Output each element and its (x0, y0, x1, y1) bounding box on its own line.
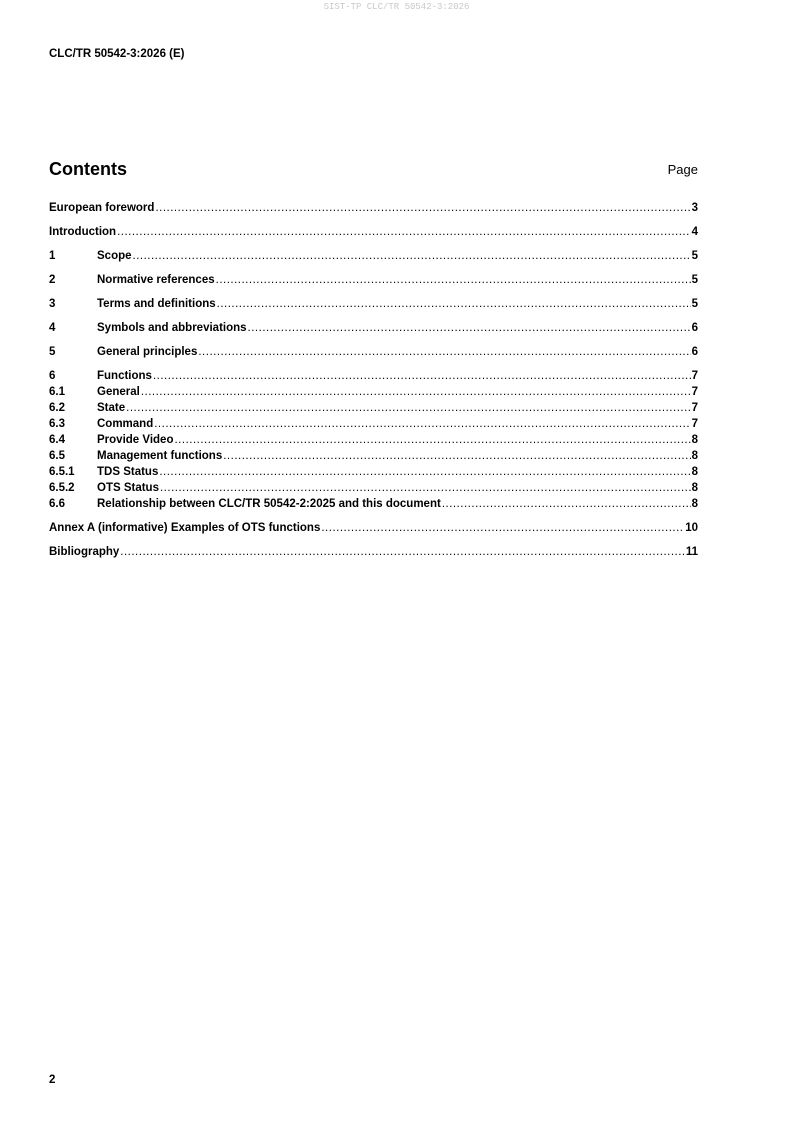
toc-dot-leader (198, 345, 690, 360)
toc-dot-leader (126, 401, 690, 416)
toc-entry-page: 8 (691, 482, 698, 494)
toc-entry-page: 8 (691, 498, 698, 510)
toc-entry-number: 6.5.1 (49, 466, 75, 478)
toc-entry-page: 11 (685, 546, 698, 558)
toc-dot-leader (321, 521, 684, 536)
toc-dot-leader (154, 417, 690, 432)
toc-entry[interactable] (49, 417, 698, 432)
toc-entry[interactable] (49, 345, 698, 360)
toc-entry[interactable] (49, 497, 698, 512)
toc-entry[interactable] (49, 249, 698, 264)
toc-entry-page: 7 (691, 418, 698, 430)
toc-entry[interactable] (49, 225, 698, 240)
page-number: 2 (49, 1074, 56, 1086)
toc-dot-leader (153, 369, 691, 384)
toc-entry-page: 8 (691, 466, 698, 478)
toc-entry-page: 8 (691, 434, 698, 446)
toc-entry-title[interactable]: Relationship between CLC/TR 50542-2:2025 and this document (97, 498, 441, 510)
toc-entry-number: 6.4 (49, 434, 65, 446)
toc-entry-number: 4 (49, 322, 56, 334)
toc-dot-leader (159, 465, 690, 480)
toc-dot-leader (133, 249, 691, 264)
toc-entry-title[interactable]: TDS Status (97, 466, 159, 478)
toc-entry[interactable] (49, 433, 698, 448)
toc-entry-title[interactable]: Annex A (informative) Examples of OTS functions (49, 522, 321, 534)
toc-dot-leader (141, 385, 691, 400)
toc-entry-number: 6 (49, 370, 56, 382)
toc-entry-title[interactable]: Management functions (97, 450, 223, 462)
toc-entry-page: 7 (691, 370, 698, 382)
toc-entry[interactable] (49, 521, 698, 536)
toc-entry-page: 6 (691, 322, 698, 334)
toc-dot-leader (120, 545, 685, 560)
toc-entry-title[interactable]: Terms and definitions (97, 298, 216, 310)
toc-dot-leader (223, 449, 690, 464)
toc-entry-number: 3 (49, 298, 56, 310)
document-id: CLC/TR 50542-3:2026 (E) (49, 48, 185, 60)
toc-entry-title[interactable]: General (97, 386, 140, 398)
toc-entry[interactable] (49, 273, 698, 288)
toc-entry[interactable] (49, 321, 698, 336)
toc-entry-number: 6.3 (49, 418, 65, 430)
toc-dot-leader (174, 433, 690, 448)
toc-entry-title[interactable]: Command (97, 418, 154, 430)
contents-header (49, 159, 698, 181)
toc-entry-title[interactable]: Normative references (97, 274, 215, 286)
toc-entry-title[interactable]: General principles (97, 346, 198, 358)
toc-entry-page: 7 (691, 402, 698, 414)
toc-entry[interactable] (49, 401, 698, 416)
toc-entry-page: 10 (685, 522, 698, 534)
toc-entry[interactable] (49, 465, 698, 480)
toc-entry-title[interactable]: Provide Video (97, 434, 174, 446)
toc-entry-title[interactable]: Bibliography (49, 546, 120, 558)
toc-dot-leader (155, 201, 690, 216)
toc-entry-page: 3 (691, 202, 698, 214)
toc-entry-title[interactable]: Symbols and abbreviations (97, 322, 247, 334)
toc-entry-number: 1 (49, 250, 56, 262)
toc-entry-title[interactable]: European foreword (49, 202, 155, 214)
toc-entry-page: 8 (691, 450, 698, 462)
toc-entry-title[interactable]: Scope (97, 250, 132, 262)
toc-dot-leader (216, 273, 691, 288)
toc-entry-title[interactable]: State (97, 402, 126, 414)
toc-entry-title[interactable]: Introduction (49, 226, 117, 238)
toc-entry[interactable] (49, 297, 698, 312)
toc-entry-title[interactable]: OTS Status (97, 482, 159, 494)
toc-dot-leader (160, 481, 691, 496)
toc-entry-page: 6 (691, 346, 698, 358)
toc-dot-leader (117, 225, 691, 240)
toc-entry-number: 6.5 (49, 450, 65, 462)
toc-entry[interactable] (49, 369, 698, 384)
toc-dot-leader (442, 497, 691, 512)
toc-entry-title[interactable]: Functions (97, 370, 152, 382)
page-column-label: Page (667, 162, 698, 177)
toc-entry-page: 5 (691, 274, 698, 286)
toc-entry[interactable] (49, 449, 698, 464)
toc-entry[interactable] (49, 481, 698, 496)
toc-entry-number: 6.1 (49, 386, 65, 398)
toc-entry-page: 4 (691, 226, 698, 238)
contents-title: Contents (49, 159, 127, 179)
toc-entry[interactable] (49, 545, 698, 560)
toc-dot-leader (217, 297, 691, 312)
toc-entry[interactable] (49, 385, 698, 400)
toc-entry-number: 5 (49, 346, 56, 358)
toc-entry-number: 6.6 (49, 498, 65, 510)
watermark: SIST-TP CLC/TR 50542-3:2026 (323, 2, 470, 12)
toc-entry[interactable] (49, 201, 698, 216)
toc-entry-number: 2 (49, 274, 56, 286)
toc-entry-number: 6.5.2 (49, 482, 75, 494)
toc-entry-page: 5 (691, 250, 698, 262)
toc-entry-page: 7 (691, 386, 698, 398)
toc-dot-leader (248, 321, 691, 336)
toc-entry-page: 5 (691, 298, 698, 310)
toc-entry-number: 6.2 (49, 402, 65, 414)
